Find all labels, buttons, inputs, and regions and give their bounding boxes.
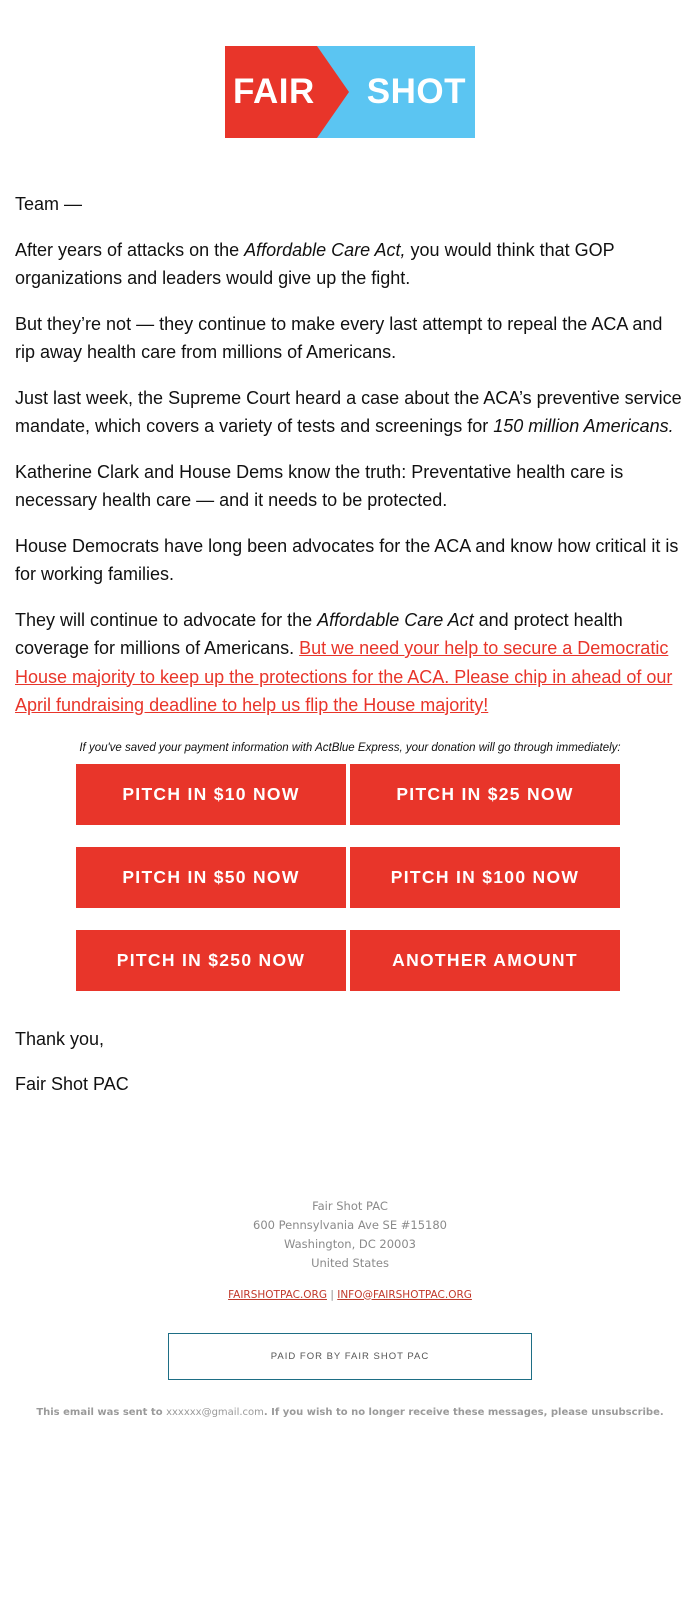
signoff-thanks: Thank you, [15, 1028, 105, 1049]
p6-text-before: They will continue to advocate for the [15, 609, 318, 630]
paragraph-2: But they’re not — they continue to make every last attempt to repeal the ACA and rip away health care from millions of Americans. [15, 313, 663, 362]
unsub-text-before: This email was sent to [36, 1406, 167, 1418]
footer-address-line-2: Washington, DC 20003 [283, 1236, 416, 1251]
paid-for-disclaimer: PAID FOR BY FAIR SHOT PAC [168, 1333, 532, 1380]
donation-button-grid [76, 764, 624, 991]
paragraph-6 [15, 606, 685, 720]
footer-link-separator: | [330, 1288, 334, 1301]
actblue-express-note: If you've saved your payment information with ActBlue Express, your donation will go through immediately: [79, 741, 621, 754]
recipient-email: xxxxxx@gmail.com [166, 1406, 264, 1418]
p6-italic: Affordable Care Act [317, 609, 474, 630]
paragraph-5: House Democrats have long been advocates for the ACA and know how critical it is for working families. [15, 535, 679, 584]
footer-country: United States [311, 1255, 389, 1270]
logo-wrapper [15, 0, 685, 138]
donate-25-button[interactable]: PITCH IN $25 NOW [350, 764, 620, 825]
paragraph-4: Katherine Clark and House Dems know the truth: Preventative health care is necessary health care — and it needs to be protected. [15, 461, 624, 510]
greeting: Team — [15, 194, 83, 214]
email-container [15, 0, 685, 1418]
donate-10-button[interactable]: PITCH IN $10 NOW [76, 764, 346, 825]
p6-text-after: and protect health coverage for millions of Americans. [15, 609, 623, 658]
unsub-text-after: . If you wish to no longer receive these messages, please [263, 1406, 592, 1418]
donate-100-button[interactable]: PITCH IN $100 NOW [350, 847, 620, 908]
fair-shot-logo[interactable] [225, 46, 475, 138]
unsubscribe-link[interactable]: unsubscribe [591, 1406, 660, 1418]
p1-text-after: you would think that GOP organizations and leaders would give up the fight. [15, 239, 615, 288]
donate-250-button[interactable]: PITCH IN $250 NOW [76, 930, 346, 991]
footer-org: Fair Shot PAC [312, 1198, 388, 1213]
p1-text-before: After years of attacks on the [15, 239, 245, 260]
footer-address-line-1: 600 Pennsylvania Ave SE #15180 [253, 1217, 447, 1232]
logo-word-right: SHOT [366, 72, 466, 111]
logo-word-left: FAIR [233, 72, 315, 111]
paragraph-1 [15, 236, 685, 293]
website-link[interactable]: FAIRSHOTPAC.ORG [228, 1288, 327, 1301]
unsubscribe-notice [15, 1407, 685, 1418]
footer [15, 1197, 685, 1305]
p3-text-before: Just last week, the Supreme Court heard a case about the ACA’s preventive service mandate, which covers a variety of tests and screenings for [15, 387, 682, 436]
p3-italic: 150 million Americans. [493, 416, 674, 436]
email-link[interactable]: INFO@FAIRSHOTPAC.ORG [337, 1288, 472, 1301]
donate-50-button[interactable]: PITCH IN $50 NOW [76, 847, 346, 908]
p1-italic: Affordable Care Act, [244, 239, 406, 260]
paragraph-3 [15, 384, 685, 441]
donate-other-amount-button[interactable]: ANOTHER AMOUNT [350, 930, 620, 991]
footer-links [15, 1286, 685, 1305]
email-body [15, 190, 685, 720]
signoff [15, 1025, 685, 1099]
unsub-text-end: . [659, 1406, 664, 1418]
donate-cta-link[interactable]: But we need your help to secure a Democratic House majority to keep up the protections for the ACA. Please chip in ahead of our April fundraising deadline to help us flip the House majority! [15, 638, 673, 715]
signoff-name: Fair Shot PAC [15, 1074, 129, 1094]
